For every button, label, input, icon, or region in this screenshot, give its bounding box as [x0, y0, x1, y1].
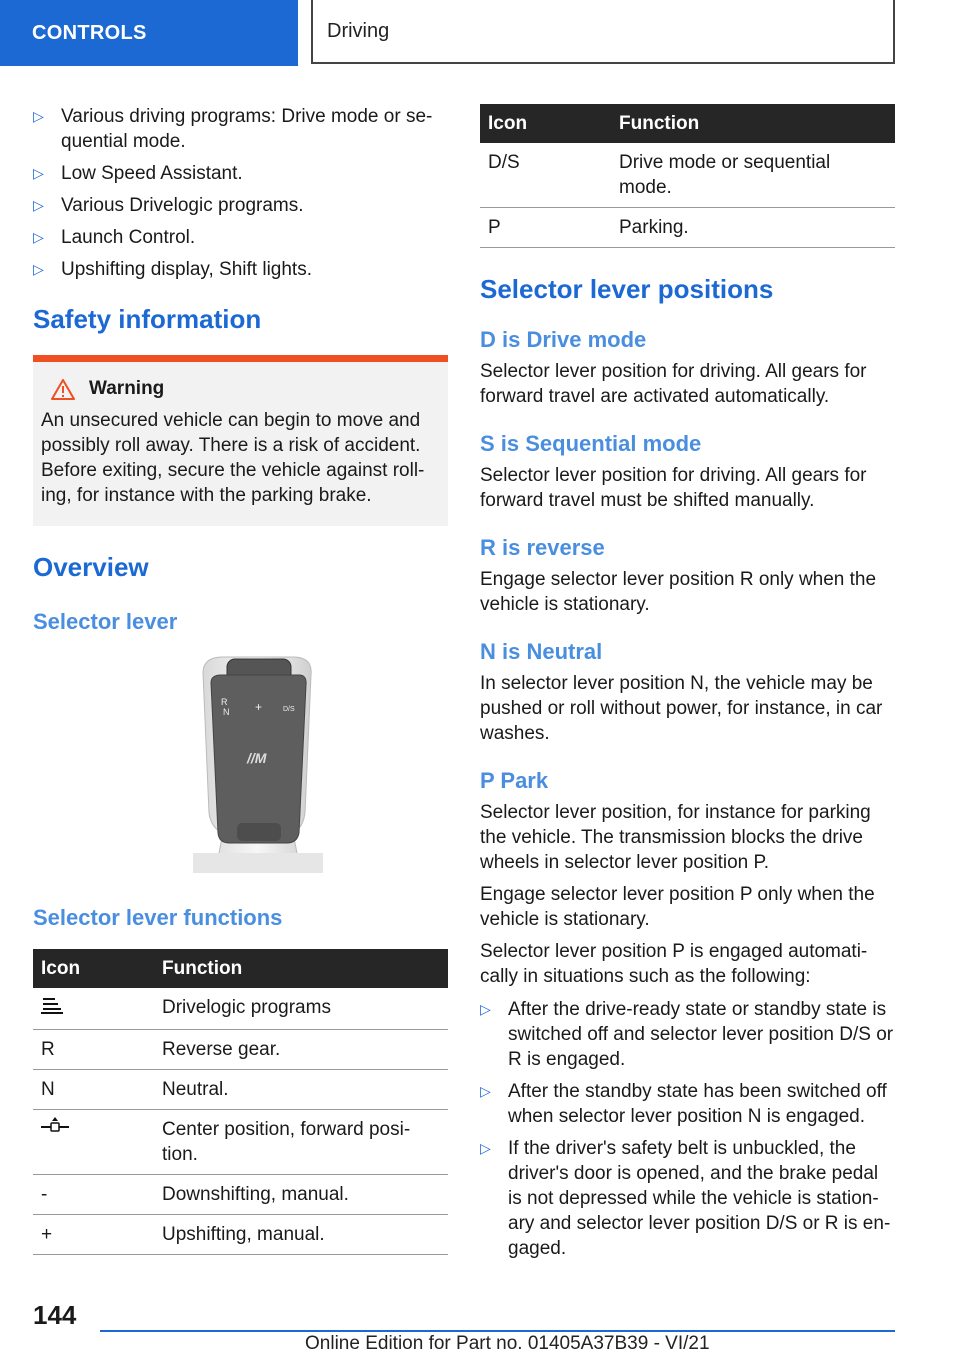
- park-conditions-list: [480, 997, 895, 1261]
- list-item: ▷ If the driver's safety belt is unbuckled, the driver's door is opened, and the brake pedal is not depressed while the vehicle is station-ary and selector lever position D/S or R is en-gaged.: [480, 1138, 891, 1259]
- drive-mode-text: Selector lever position for driving. All gears for forward travel are activated automatically.: [480, 361, 867, 407]
- positions-table: [480, 104, 895, 248]
- left-column: [33, 100, 448, 1255]
- table-row: [480, 143, 895, 208]
- list-item: ▷ After the drive-ready state or standby state is switched off and selector lever position D/S or R is engaged.: [480, 999, 894, 1070]
- list-item: ▷ Low Speed Assistant.: [33, 163, 243, 184]
- functions-heading: Selector lever functions: [33, 905, 283, 930]
- drive-mode-heading: D is Drive mode: [480, 327, 647, 352]
- chapter-title: Driving: [327, 19, 390, 42]
- table-row: [33, 1175, 448, 1215]
- reverse-text: Engage selector lever position R only when the vehicle is stationary.: [480, 569, 877, 615]
- triangle-bullet-icon: ▷: [480, 1001, 491, 1017]
- triangle-bullet-icon: ▷: [480, 1140, 491, 1156]
- icon-cell: -: [33, 1175, 154, 1215]
- park-text: Engage selector lever position P only when the vehicle is stationary.: [480, 884, 875, 930]
- page-number: 144: [33, 1300, 77, 1330]
- neutral-text: In selector lever position N, the vehicle may be pushed or roll without power, for instance, in car washes.: [480, 673, 883, 744]
- triangle-bullet-icon: ▷: [33, 108, 44, 124]
- functions-table: [33, 949, 448, 1255]
- function-cell: Reverse gear.: [154, 1030, 448, 1070]
- triangle-bullet-icon: ▷: [33, 261, 44, 277]
- neutral-heading: N is Neutral: [480, 639, 603, 664]
- triangle-bullet-icon: ▷: [480, 1083, 491, 1099]
- safety-heading: Safety information: [33, 304, 262, 334]
- list-item: ▷ Upshifting display, Shift lights.: [33, 259, 312, 280]
- edition-note: Online Edition for Part no. 01405A37B39 - VI/21: [305, 1333, 710, 1354]
- svg-text:R: R: [221, 697, 228, 707]
- list-item: ▷ Various driving programs: Drive mode or se-quential mode.: [33, 106, 433, 152]
- icon-cell: D/S: [480, 143, 611, 208]
- function-cell: Drivelogic programs: [154, 988, 448, 1030]
- right-column: [480, 104, 895, 1268]
- sequential-mode-text: Selector lever position for driving. All gears for forward travel must be shifted manually.: [480, 465, 867, 511]
- column-header: Function: [611, 104, 895, 143]
- svg-text://M: //M: [247, 750, 267, 766]
- park-text: Selector lever position, for instance for parking the vehicle. The transmission blocks the drive wheels in selector lever position P.: [480, 802, 871, 873]
- column-header: Function: [154, 949, 448, 988]
- list-item: ▷ Various Drivelogic programs.: [33, 195, 304, 216]
- column-header: Icon: [480, 104, 611, 143]
- reverse-heading: R is reverse: [480, 535, 605, 560]
- table-row: [33, 988, 448, 1030]
- triangle-bullet-icon: ▷: [33, 197, 44, 213]
- function-cell: Center position, forward posi-tion.: [154, 1110, 448, 1175]
- warning-text: An unsecured vehicle can begin to move and possibly roll away. There is a risk of accident. Before exiting, secure the vehicle against roll-ing, for instance with the parking brake.: [41, 410, 425, 506]
- drivelogic-icon: [41, 995, 63, 1015]
- gear-selector-icon: [193, 653, 323, 873]
- icon-cell: R: [33, 1030, 154, 1070]
- section-title: CONTROLS: [32, 21, 147, 44]
- selector-lever-heading: Selector lever: [33, 609, 178, 634]
- function-cell: Drive mode or sequential mode.: [611, 143, 895, 208]
- svg-text:+: +: [255, 700, 263, 714]
- chapter-header: [311, 0, 895, 64]
- positions-heading: Selector lever positions: [480, 274, 774, 304]
- park-text: Selector lever position P is engaged automati-cally in situations such as the following:: [480, 941, 868, 987]
- table-row: [33, 1070, 448, 1110]
- function-cell: Parking.: [611, 208, 895, 248]
- icon-cell: +: [33, 1215, 154, 1255]
- center-position-icon: [41, 1117, 69, 1137]
- table-header-row: [480, 104, 895, 143]
- icon-cell: P: [480, 208, 611, 248]
- table-header-row: [33, 949, 448, 988]
- list-item: ▷ Launch Control.: [33, 227, 196, 248]
- selector-lever-illustration: [193, 653, 323, 873]
- table-row: [33, 1110, 448, 1175]
- park-heading: P Park: [480, 768, 549, 793]
- list-item: ▷ After the standby state has been switched off when selector lever position N is engaged.: [480, 1081, 887, 1127]
- warning-box: [33, 355, 448, 526]
- feature-list: [33, 104, 448, 282]
- section-tab: [0, 0, 298, 66]
- warning-triangle-icon: [51, 379, 75, 400]
- warning-title: Warning: [89, 378, 165, 399]
- column-header: Icon: [33, 949, 154, 988]
- function-cell: Downshifting, manual.: [154, 1175, 448, 1215]
- table-row: [33, 1030, 448, 1070]
- triangle-bullet-icon: ▷: [33, 229, 44, 245]
- table-row: [480, 208, 895, 248]
- triangle-bullet-icon: ▷: [33, 165, 44, 181]
- function-cell: Upshifting, manual.: [154, 1215, 448, 1255]
- svg-text:D/S: D/S: [283, 706, 295, 713]
- sequential-mode-heading: S is Sequential mode: [480, 431, 702, 456]
- overview-heading: Overview: [33, 552, 149, 582]
- function-cell: Neutral.: [154, 1070, 448, 1110]
- svg-text:N: N: [223, 707, 230, 717]
- table-row: [33, 1215, 448, 1255]
- icon-cell: N: [33, 1070, 154, 1110]
- footer-divider: [100, 1330, 895, 1332]
